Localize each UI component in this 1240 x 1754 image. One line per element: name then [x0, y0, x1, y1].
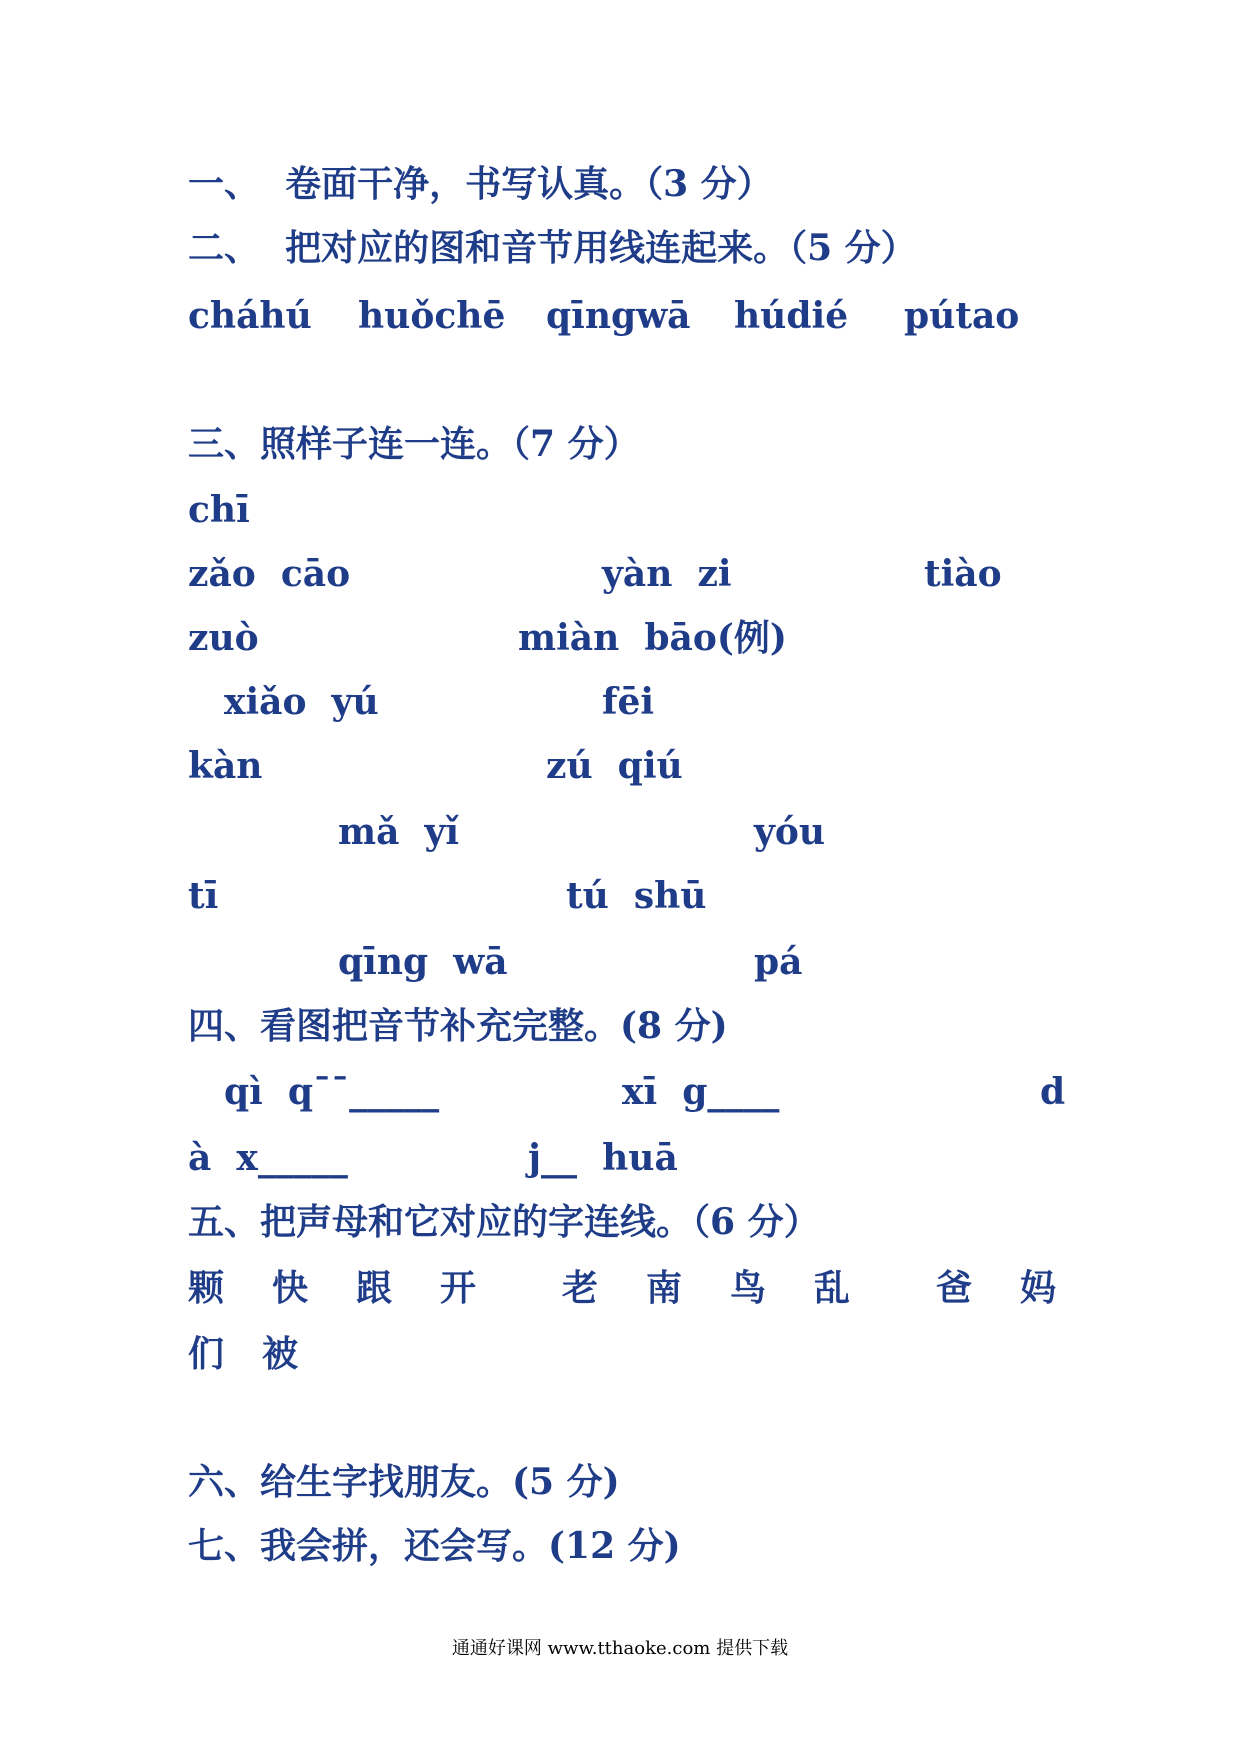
- s3-mid-fei: fēi: [602, 681, 655, 723]
- s5-char-ba: 爸: [936, 1267, 973, 1309]
- s5-char-men: 们: [188, 1333, 225, 1375]
- page-footer: 通通好课网 www.tthaoke.com 提供下载: [451, 1638, 789, 1659]
- s5-char-bei: 被: [262, 1333, 299, 1375]
- pinyin-chahu: cháhú: [188, 295, 312, 337]
- pinyin-huoche: huǒchē: [358, 295, 506, 337]
- section-3-heading: 三、照样子连一连。（7 分）: [188, 423, 640, 465]
- pinyin-putao: pútao: [904, 295, 1020, 337]
- s4-item-jhua: j__ huā: [528, 1137, 678, 1179]
- s5-char-niao: 鸟: [730, 1267, 767, 1309]
- section-7-heading: 七、我会拼，还会写。(12 分): [188, 1525, 681, 1567]
- s4-item-d: d: [1040, 1071, 1066, 1113]
- s3-left-zuo: zuò: [188, 617, 259, 659]
- s3-left-ti: tī: [188, 875, 219, 917]
- section-1-heading: 一、 卷面干净，书写认真。（3 分）: [188, 163, 773, 205]
- s3-right-pa: pá: [754, 941, 803, 983]
- pinyin-hudie: húdié: [734, 295, 849, 337]
- s3-left-qingwa: qīng wā: [338, 941, 508, 983]
- pinyin-qingwa: qīngwā: [546, 295, 691, 337]
- s4-item-ax: à x_____: [188, 1137, 348, 1179]
- s4-item-xi: xī g____: [622, 1071, 780, 1113]
- s3-right-tiao: tiào: [924, 553, 1002, 595]
- s5-char-ma: 妈: [1020, 1267, 1057, 1309]
- section-5-heading: 五、把声母和它对应的字连线。（6 分）: [188, 1201, 820, 1243]
- section-6-heading: 六、给生字找朋友。(5 分): [188, 1461, 620, 1503]
- s5-char-nan: 南: [646, 1267, 683, 1309]
- section-2-heading: 二、 把对应的图和音节用线连起来。（5 分）: [188, 227, 917, 269]
- s3-right-you: yóu: [754, 811, 826, 853]
- s3-left-chi: chī: [188, 489, 250, 531]
- s3-left-zaocao: zǎo cāo: [188, 553, 351, 595]
- s5-char-kuai: 快: [272, 1267, 309, 1309]
- s5-char-ke: 颗: [188, 1267, 225, 1309]
- s3-left-kan: kàn: [188, 745, 263, 787]
- s3-mid-mianbao: miàn bāo(例): [518, 617, 787, 659]
- s4-item-qi: qì q¯¯_____: [224, 1071, 440, 1113]
- s3-mid-zuqiu: zú qiú: [546, 745, 683, 787]
- s3-left-xiaoyu: xiǎo yú: [224, 681, 379, 723]
- s3-mid-yanzi: yàn zi: [602, 553, 732, 595]
- section-4-heading: 四、看图把音节补充完整。(8 分): [188, 1005, 728, 1047]
- s5-char-luan: 乱: [814, 1267, 851, 1309]
- s3-left-mayi: mǎ yǐ: [338, 811, 460, 853]
- s5-char-kai: 开: [440, 1267, 477, 1309]
- s3-mid-tushu: tú shū: [566, 875, 707, 917]
- s5-char-gen: 跟: [356, 1267, 393, 1309]
- s5-char-lao: 老: [562, 1267, 599, 1309]
